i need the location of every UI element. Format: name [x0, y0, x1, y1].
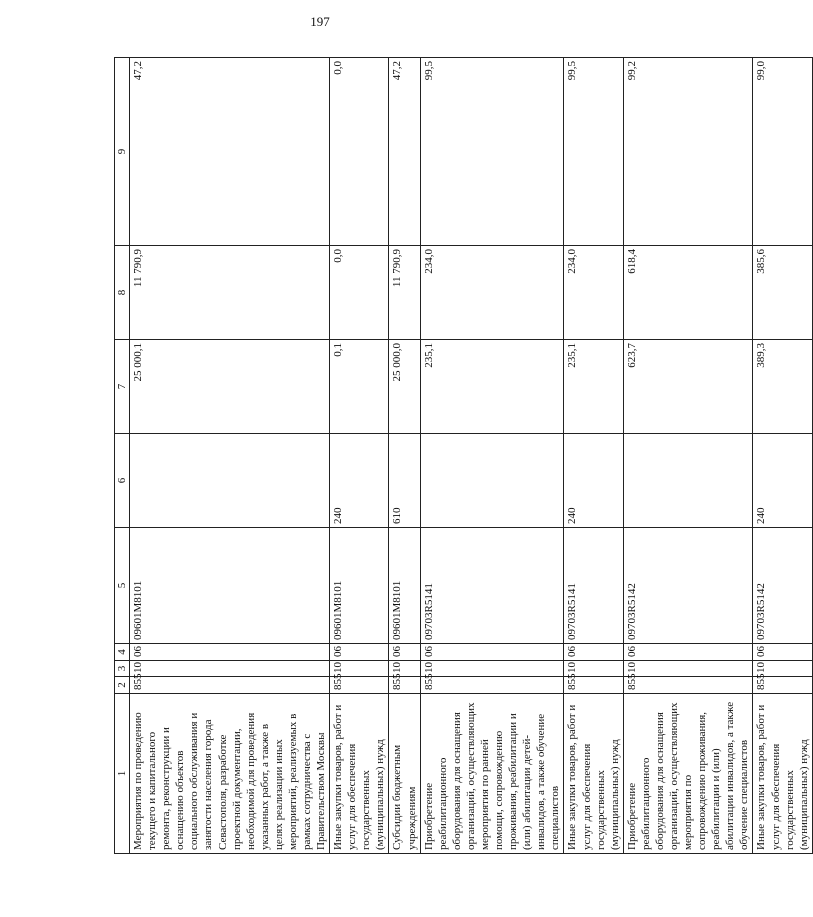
page-number: 197	[310, 14, 330, 29]
column-header: 7	[115, 340, 130, 434]
table-header-row	[115, 58, 130, 854]
cell-target-article: 09601M8101	[330, 528, 389, 644]
cell-plan: 623,7	[623, 340, 753, 434]
cell-admin-code: 855	[330, 677, 389, 694]
cell-actual: 234,0	[420, 246, 564, 340]
column-header: 2	[115, 677, 130, 694]
cell-plan: 235,1	[564, 340, 623, 434]
cell-subsection: 06	[623, 644, 753, 661]
table-row	[130, 58, 330, 854]
column-header: 1	[115, 694, 130, 854]
column-header: 4	[115, 644, 130, 661]
rotated-table-container	[114, 58, 810, 854]
cell-actual: 0,0	[330, 246, 389, 340]
cell-admin-code: 855	[420, 677, 564, 694]
cell-expense-type	[623, 434, 753, 528]
cell-expense-type: 610	[389, 434, 420, 528]
cell-admin-code: 855	[623, 677, 753, 694]
table-row	[389, 58, 420, 854]
row-description: Приобретение реабилитационного оборудования для оснащения организаций, осуществляющих мероприятия по ранней помощи, сопровождению проживания, реабилитации и (или) абилитации детей-инвалидов, а также обучение специалистов	[420, 694, 564, 854]
cell-plan: 0,1	[330, 340, 389, 434]
cell-expense-type	[130, 434, 330, 528]
cell-percent: 99,2	[623, 58, 753, 246]
cell-section: 10	[564, 661, 623, 677]
cell-target-article: 09601M8101	[130, 528, 330, 644]
table-row	[623, 58, 753, 854]
cell-subsection: 06	[130, 644, 330, 661]
cell-expense-type: 240	[753, 434, 812, 528]
cell-actual: 11 790,9	[389, 246, 420, 340]
column-header: 3	[115, 661, 130, 677]
cell-plan: 25 000,0	[389, 340, 420, 434]
column-header: 9	[115, 58, 130, 246]
cell-admin-code: 855	[389, 677, 420, 694]
table-row	[753, 58, 812, 854]
cell-admin-code: 855	[564, 677, 623, 694]
row-description: Приобретение реабилитационного оборудования для оснащения организаций, осуществляющих мероприятия по сопровождению проживания, реабилитации и (или) абилитации инвалидов, а также обучение специалистов	[623, 694, 753, 854]
table-row	[420, 58, 564, 854]
cell-plan: 25 000,1	[130, 340, 330, 434]
cell-admin-code: 855	[753, 677, 812, 694]
cell-expense-type	[420, 434, 564, 528]
cell-percent: 99,0	[753, 58, 812, 246]
row-description: Иные закупки товаров, работ и услуг для обеспечения государственных (муниципальных) нужд	[753, 694, 812, 854]
cell-percent: 47,2	[389, 58, 420, 246]
cell-target-article: 09703R5141	[420, 528, 564, 644]
cell-actual: 11 790,9	[130, 246, 330, 340]
row-description: Иные закупки товаров, работ и услуг для обеспечения государственных (муниципальных) нужд	[330, 694, 389, 854]
cell-actual: 618,4	[623, 246, 753, 340]
cell-expense-type: 240	[330, 434, 389, 528]
row-description: Субсидии бюджетным учреждениям	[389, 694, 420, 854]
cell-target-article: 09703R5142	[753, 528, 812, 644]
cell-percent: 0,0	[330, 58, 389, 246]
cell-subsection: 06	[330, 644, 389, 661]
budget-table	[114, 57, 813, 854]
cell-section: 10	[330, 661, 389, 677]
column-header: 5	[115, 528, 130, 644]
cell-target-article: 09703R5141	[564, 528, 623, 644]
cell-section: 10	[623, 661, 753, 677]
cell-percent: 47,2	[130, 58, 330, 246]
cell-subsection: 06	[564, 644, 623, 661]
table-row	[564, 58, 623, 854]
cell-plan: 235,1	[420, 340, 564, 434]
row-description: Мероприятия по проведению текущего и капитального ремонта, реконструкции и оснащению объектов социального обслуживания и занятости населения города Севастополя, разработке проектной документации, необходимой для проведения указанных работ, а также в целях реализации иных мероприятий, реализуемых в рамках сотрудничества с Правительством Москвы	[130, 694, 330, 854]
cell-subsection: 06	[420, 644, 564, 661]
cell-target-article: 09601M8101	[389, 528, 420, 644]
cell-section: 10	[420, 661, 564, 677]
cell-percent: 99,5	[420, 58, 564, 246]
cell-subsection: 06	[389, 644, 420, 661]
cell-section: 10	[753, 661, 812, 677]
cell-plan: 389,3	[753, 340, 812, 434]
cell-actual: 234,0	[564, 246, 623, 340]
cell-section: 10	[389, 661, 420, 677]
cell-target-article: 09703R5142	[623, 528, 753, 644]
cell-subsection: 06	[753, 644, 812, 661]
cell-percent: 99,5	[564, 58, 623, 246]
cell-expense-type: 240	[564, 434, 623, 528]
column-header: 6	[115, 434, 130, 528]
column-header: 8	[115, 246, 130, 340]
cell-admin-code: 855	[130, 677, 330, 694]
row-description: Иные закупки товаров, работ и услуг для обеспечения государственных (муниципальных) нужд	[564, 694, 623, 854]
cell-section: 10	[130, 661, 330, 677]
table-row	[330, 58, 389, 854]
cell-actual: 385,6	[753, 246, 812, 340]
